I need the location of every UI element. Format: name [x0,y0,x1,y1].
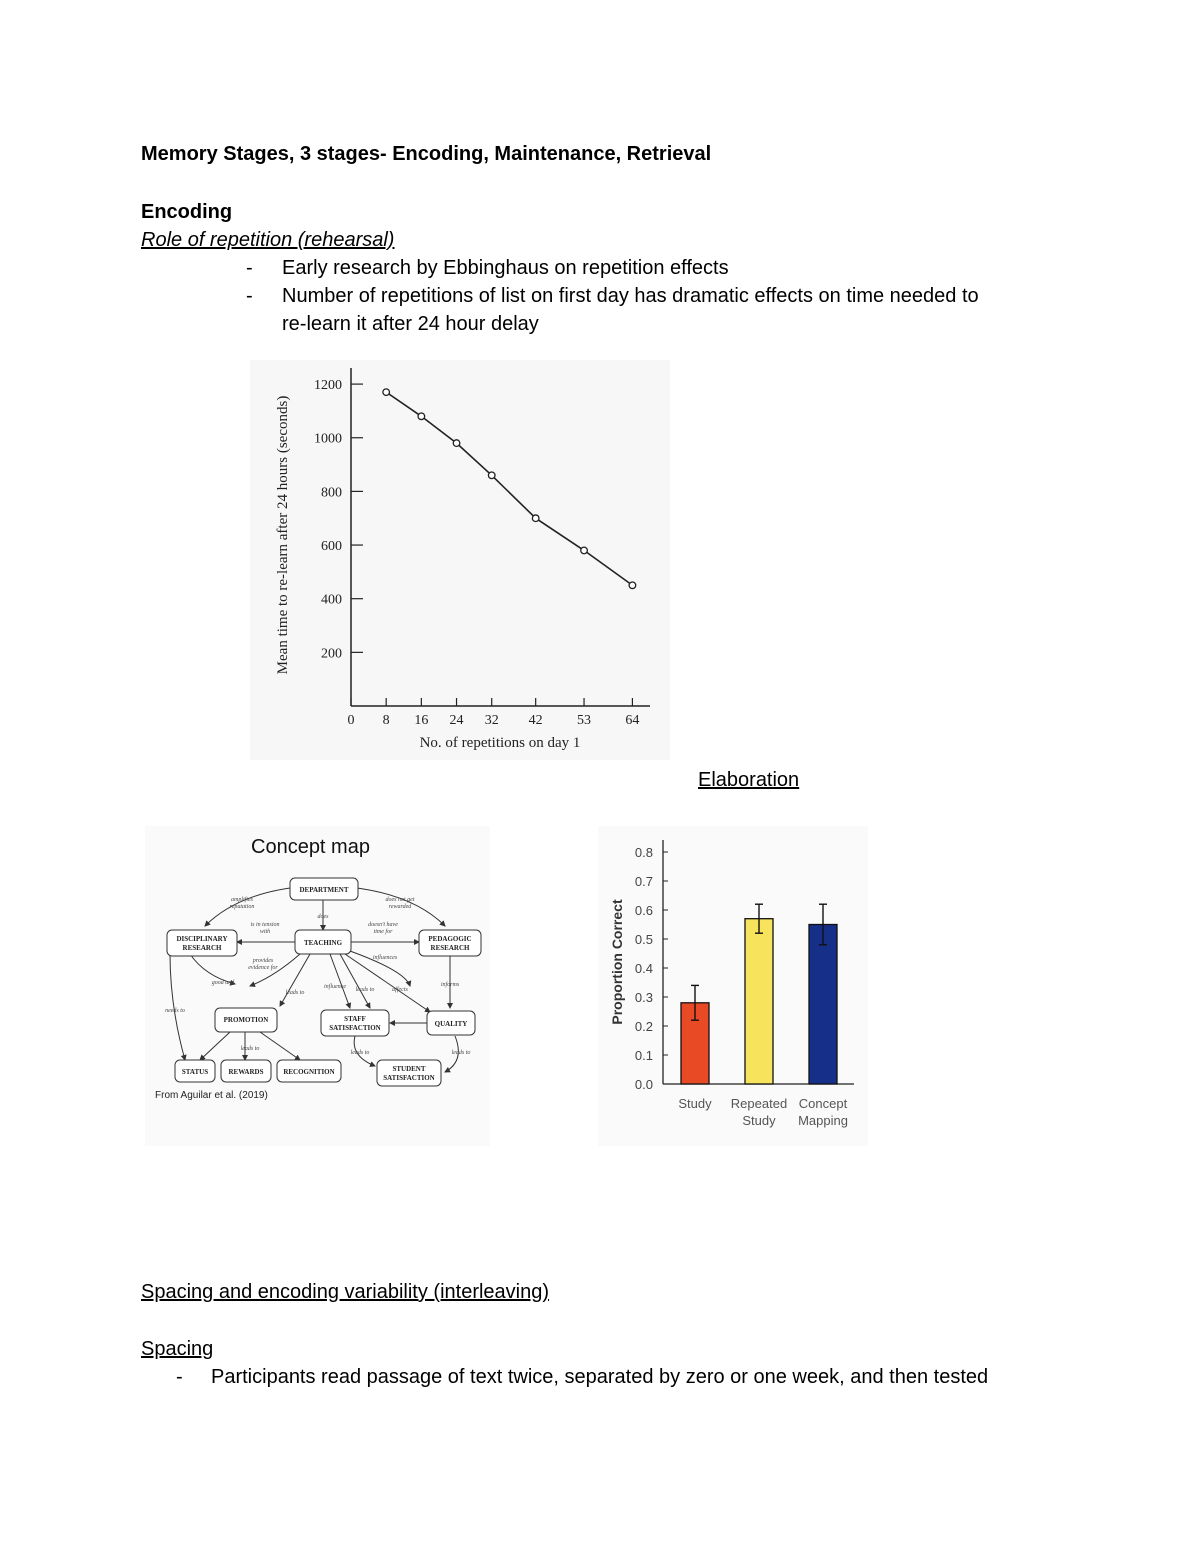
node-status: STATUS [181,1068,209,1076]
data-point [453,440,460,447]
concept-map-figure [145,826,490,1146]
node-department: DEPARTMENT [299,886,349,894]
y-tick-label: 0.3 [634,990,653,1005]
edge-label: leads to [285,990,305,996]
concept-map-source: From Aguilar et al. (2019) [155,1090,268,1101]
bullet-text-continued: re-learn it after 24 hour delay [282,313,539,335]
node-box [377,1060,441,1086]
data-point [418,413,425,420]
node-box [167,930,237,956]
node-pedagogic-research: PEDAGOGIC [428,935,472,943]
node-staff-satisfaction: SATISFACTION [329,1024,381,1032]
y-tick-label: 200 [321,646,342,662]
edge-label: provides [252,958,274,964]
edge-label: leads to [350,1050,370,1056]
x-tick-label: 42 [528,713,543,728]
category-label: Mapping [798,1113,848,1128]
y-tick-label: 800 [321,485,342,501]
bullet-marker: - [246,257,253,279]
edge-label: influence [324,984,346,990]
node-quality: QUALITY [434,1020,468,1028]
bullet-marker: - [246,285,253,307]
bar [745,919,773,1084]
data-point [532,515,539,522]
node-box [321,1010,389,1036]
node-disciplinary-research: RESEARCH [182,944,222,952]
y-tick-label: 0.1 [634,1048,653,1063]
edge-label: good and [211,980,235,986]
y-tick-label: 1200 [314,378,342,394]
node-disciplinary-research: DISCIPLINARY [176,935,228,943]
bullet-text: Participants read passage of text twice, separated by zero or one week, and then tested [211,1366,989,1388]
bullet-text: Early research by Ebbinghaus on repetition effects [282,257,729,279]
node-rewards: REWARDS [228,1068,264,1076]
concept-map-title: Concept map [251,836,370,858]
edge-label: with [259,929,271,935]
data-point [629,582,636,589]
y-tick-label: 1000 [314,431,342,447]
bullet-marker: - [176,1366,183,1388]
x-tick-label: 0 [347,713,355,728]
edge-label: informs [440,982,460,988]
y-tick-label: 400 [321,592,342,608]
category-label: Concept [798,1096,848,1111]
y-tick-label: 600 [321,539,342,555]
edge-label: leads to [240,1046,260,1052]
node-pedagogic-research: RESEARCH [430,944,470,952]
ebbinghaus-line-chart [250,360,670,760]
category-label: Study [742,1113,776,1128]
edge-label: leads to [451,1050,471,1056]
y-tick-label: 0.7 [634,874,653,889]
bullet-text: Number of repetitions of list on first day has dramatic effects on time needed to [282,285,979,307]
edge-label: time for [373,929,393,935]
edge-label: evidence for [248,965,278,971]
y-axis-label: Mean time to re-learn after 24 hours (seconds) [275,395,291,675]
y-tick-label: 0.4 [634,961,653,976]
edge-label: does [317,914,329,920]
edge-label: reputation [229,904,255,910]
node-teaching: TEACHING [303,939,343,947]
chart-background [250,360,670,760]
node-staff-satisfaction: STAFF [344,1015,366,1023]
bar [809,925,837,1085]
node-box [419,930,481,956]
node-recognition: RECOGNITION [283,1068,335,1076]
edge-label: amplifies [231,897,253,903]
page-title: Memory Stages, 3 stages- Encoding, Maintenance, Retrieval [141,143,712,165]
category-label: Repeated [730,1096,788,1111]
x-tick-label: 8 [382,713,390,728]
y-tick-label: 0.0 [634,1077,653,1092]
y-tick-label: 0.5 [634,932,653,947]
x-axis-label: No. of repetitions on day 1 [419,735,581,751]
data-point [488,472,495,479]
edge-label: rewarded [388,904,412,910]
data-point [581,547,588,554]
node-promotion: PROMOTION [223,1016,269,1024]
edge-label: does not get [385,897,415,903]
edge-label: affects [392,987,408,993]
x-tick-label: 24 [449,713,464,728]
node-student-satisfaction: SATISFACTION [383,1074,435,1082]
x-tick-label: 16 [414,713,429,728]
edge-label: influences [372,955,398,961]
data-point [383,389,390,396]
edge-label: leads to [355,987,375,993]
elaboration-label: Elaboration [698,769,800,791]
edge-label: is in tension [250,922,280,928]
x-tick-label: 53 [577,713,592,728]
y-tick-label: 0.8 [634,845,653,860]
node-student-satisfaction: STUDENT [392,1065,426,1073]
section-title-encoding: Encoding [141,201,233,223]
y-tick-label: 0.6 [634,903,653,918]
x-tick-label: 64 [625,713,640,728]
y-axis-label: Proportion Correct [609,899,625,1025]
edge-label: needs to [165,1008,185,1014]
edge-label: doesn't have [368,922,398,928]
section-title-spacing-interleaving: Spacing and encoding variability (interleaving) [141,1281,550,1303]
x-tick-label: 32 [484,713,499,728]
proportion-correct-bar-chart [598,826,868,1146]
subsection-title-repetition: Role of repetition (rehearsal) [141,229,395,251]
subsection-title-spacing: Spacing [141,1338,214,1360]
y-tick-label: 0.2 [634,1019,653,1034]
category-label: Study [678,1096,712,1111]
